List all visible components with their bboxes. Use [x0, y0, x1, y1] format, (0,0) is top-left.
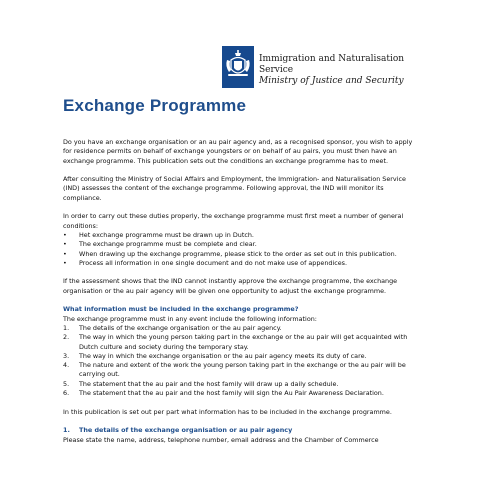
subsection-number: 1. — [63, 426, 70, 435]
bullet-icon: • — [63, 258, 67, 267]
intro-paragraph-3: In order to carry out these duties properly, the exchange programme must first meet a number of general conditions: — [63, 212, 404, 230]
condition-text: The exchange programme must be complete and clear. — [79, 240, 257, 249]
page-title: Exchange Programme — [63, 96, 247, 115]
assessment-paragraph: If the assessment shows that the IND cannot instantly approve the exchange programme, the exchange organisation or the au pair agency will be given one opportunity to adjust the exchange programme. — [63, 277, 398, 295]
item-text: The way in which the young person taking part in the exchange or the au pair will get acquainted with Dutch culture and society during the temporary stay. — [79, 333, 408, 351]
item-text: The details of the exchange organisation or the au pair agency. — [79, 323, 282, 332]
subsection-heading — [63, 426, 423, 435]
section-heading: What information must be included in the exchange programme? — [63, 305, 299, 314]
intro-paragraph-2: After consulting the Ministry of Social Affairs and Employment, the Immigration- and Naturalisation Service (IND) assesses the content of the exchange programme. Following approval, the IND will monitor its compliance. — [63, 175, 406, 202]
subsection-title: The details of the exchange organisation or au pair agency — [79, 426, 293, 435]
item-text: The statement that the au pair and the host family will draw up a daily schedule. — [79, 379, 339, 388]
list-item — [63, 333, 423, 352]
list-item — [63, 380, 423, 389]
condition-text: When drawing up the exchange programme, please stick to the order as set out in this publication. — [79, 249, 397, 258]
condition-text: Process all information in one single document and do not make use of appendices. — [79, 258, 348, 267]
item-number: 1. — [63, 323, 70, 332]
government-logo — [222, 46, 254, 88]
item-number: 4. — [63, 361, 70, 370]
condition-text: Het exchange programme must be drawn up in Dutch. — [79, 230, 254, 239]
list-item — [63, 259, 423, 268]
item-number: 6. — [63, 389, 70, 398]
list-item — [63, 352, 423, 361]
list-item — [63, 240, 423, 249]
bullet-icon: • — [63, 240, 67, 249]
ministry-name: Ministry of Justice and Security — [259, 76, 404, 86]
document-body — [63, 138, 423, 445]
item-number: 3. — [63, 351, 70, 360]
org-name-line1: Immigration and Naturalisation — [259, 54, 405, 64]
list-item — [63, 231, 423, 240]
item-number: 2. — [63, 333, 70, 342]
bullet-icon: • — [63, 230, 67, 239]
item-text: The statement that the au pair and the host family will sign the Au Pair Awareness Declaration. — [79, 389, 384, 398]
per-part-paragraph: In this publication is set out per part what information has to be included in the exchange programme. — [63, 407, 392, 416]
conditions-list — [63, 231, 423, 268]
section-intro: The exchange programme must in any event include the following information: — [63, 314, 317, 323]
list-item — [63, 324, 423, 333]
requirements-list — [63, 324, 423, 398]
list-item — [63, 250, 423, 259]
list-item — [63, 361, 423, 380]
bullet-icon: • — [63, 249, 67, 258]
org-name-line2: Service — [259, 65, 294, 75]
subsection-text: Please state the name, address, telephone number, email address and the Chamber of Commerce — [63, 435, 379, 444]
item-text: The nature and extent of the work the young person taking part in the exchange or the au pair will be carrying out. — [79, 361, 406, 379]
list-item — [63, 389, 423, 398]
item-number: 5. — [63, 379, 70, 388]
organisation-name — [259, 54, 404, 87]
item-text: The way in which the exchange organisation or the au pair agency meets its duty of care. — [79, 351, 367, 360]
intro-paragraph-1: Do you have an exchange organisation or an au pair agency and, as a recognised sponsor, you wish to apply for residence permits on behalf of exchange youngsters or on behalf of au pairs, you must then have an exchange programme. This publication sets out the conditions an exchange programme has to meet. — [63, 138, 413, 165]
